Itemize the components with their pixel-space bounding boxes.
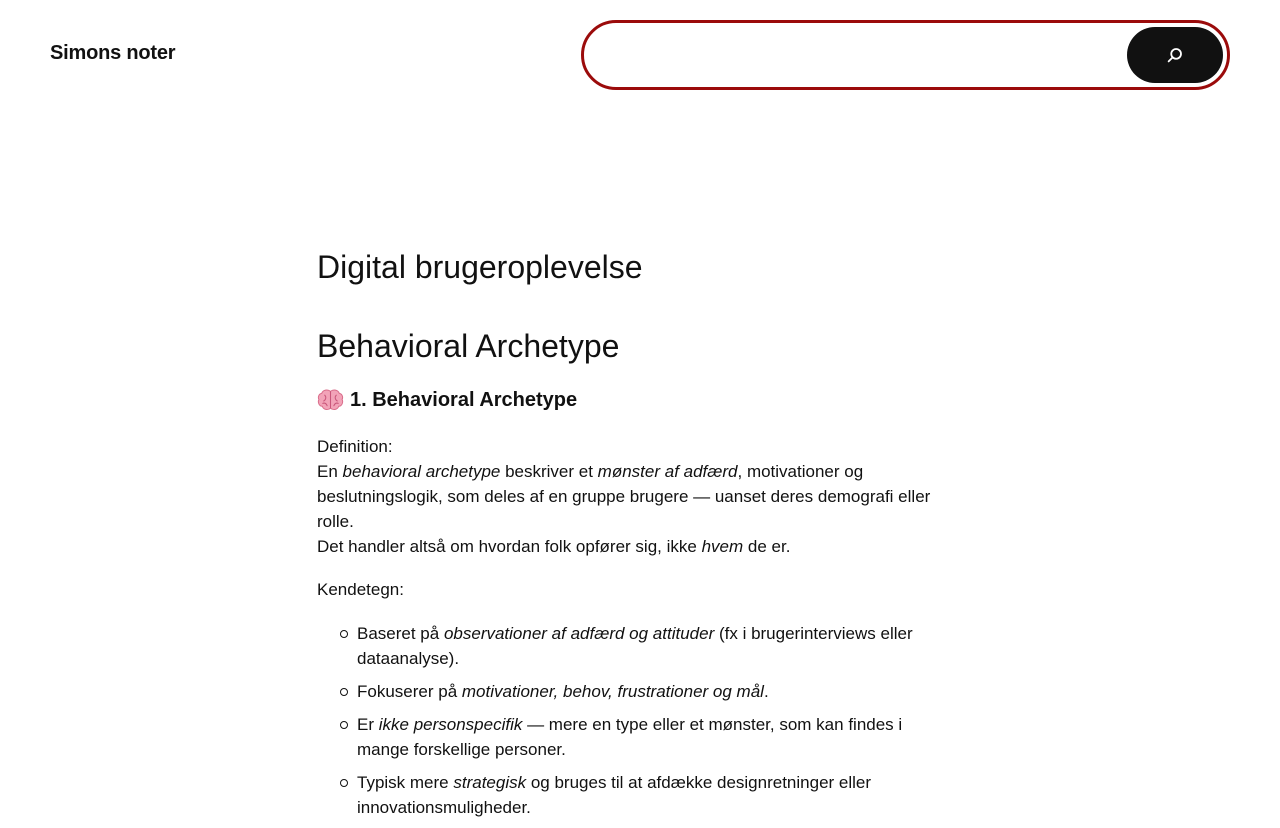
list-item [357, 770, 947, 820]
main-content [317, 246, 947, 828]
trait-emphasis: observationer af adfærd og attituder [443, 624, 715, 643]
definition-text: En [317, 462, 343, 481]
definition-text: Det handler altså om hvordan folk opfører sig, ikke [317, 537, 702, 556]
trait-text: Baseret på [357, 624, 444, 643]
definition-emphasis: behavioral archetype [342, 462, 501, 481]
definition-text: beskriver et [500, 462, 598, 481]
definition-emphasis: hvem [701, 537, 744, 556]
definition-emphasis: mønster af adfærd [597, 462, 738, 481]
trait-text: Er [357, 715, 379, 734]
list-item [357, 712, 947, 762]
brain-icon [317, 388, 344, 412]
post-title[interactable]: Behavioral Archetype [317, 328, 620, 364]
list-item [357, 679, 947, 704]
trait-text: (fx i brugerinterviews eller dataanalyse). [357, 624, 913, 668]
site-title[interactable]: Simons noter [50, 42, 176, 64]
search-input[interactable] [604, 33, 1124, 77]
section-heading-text: 1. Behavioral Archetype [350, 389, 578, 411]
list-item [357, 621, 947, 671]
search-form [581, 20, 1230, 90]
trait-text: . [763, 682, 769, 701]
archive-title: Digital brugeroplevelse [317, 249, 643, 285]
search-button[interactable] [1127, 27, 1223, 83]
definition-text: de er. [743, 537, 791, 556]
trait-text: og bruges til at afdække designretninger eller innovationsmuligheder. [357, 773, 872, 817]
search-icon [1166, 46, 1184, 64]
traits-label: Kendetegn: [317, 580, 404, 599]
trait-emphasis: ikke personspecifik [378, 715, 523, 734]
trait-emphasis: motivationer, behov, frustrationer og mål [461, 682, 764, 701]
definition-paragraph [317, 434, 947, 559]
definition-label: Definition: [317, 437, 393, 456]
trait-emphasis: strategisk [453, 773, 527, 792]
trait-text: — mere en type eller et mønster, som kan findes i mange forskellige personer. [357, 715, 903, 759]
trait-text: Typisk mere [357, 773, 454, 792]
definition-text: , motivationer og beslutningslogik, som deles af en gruppe brugere — uanset deres demografi eller rolle. [317, 462, 931, 531]
section-heading [317, 385, 947, 415]
traits-list [317, 621, 947, 820]
trait-text: Fokuserer på [357, 682, 462, 701]
